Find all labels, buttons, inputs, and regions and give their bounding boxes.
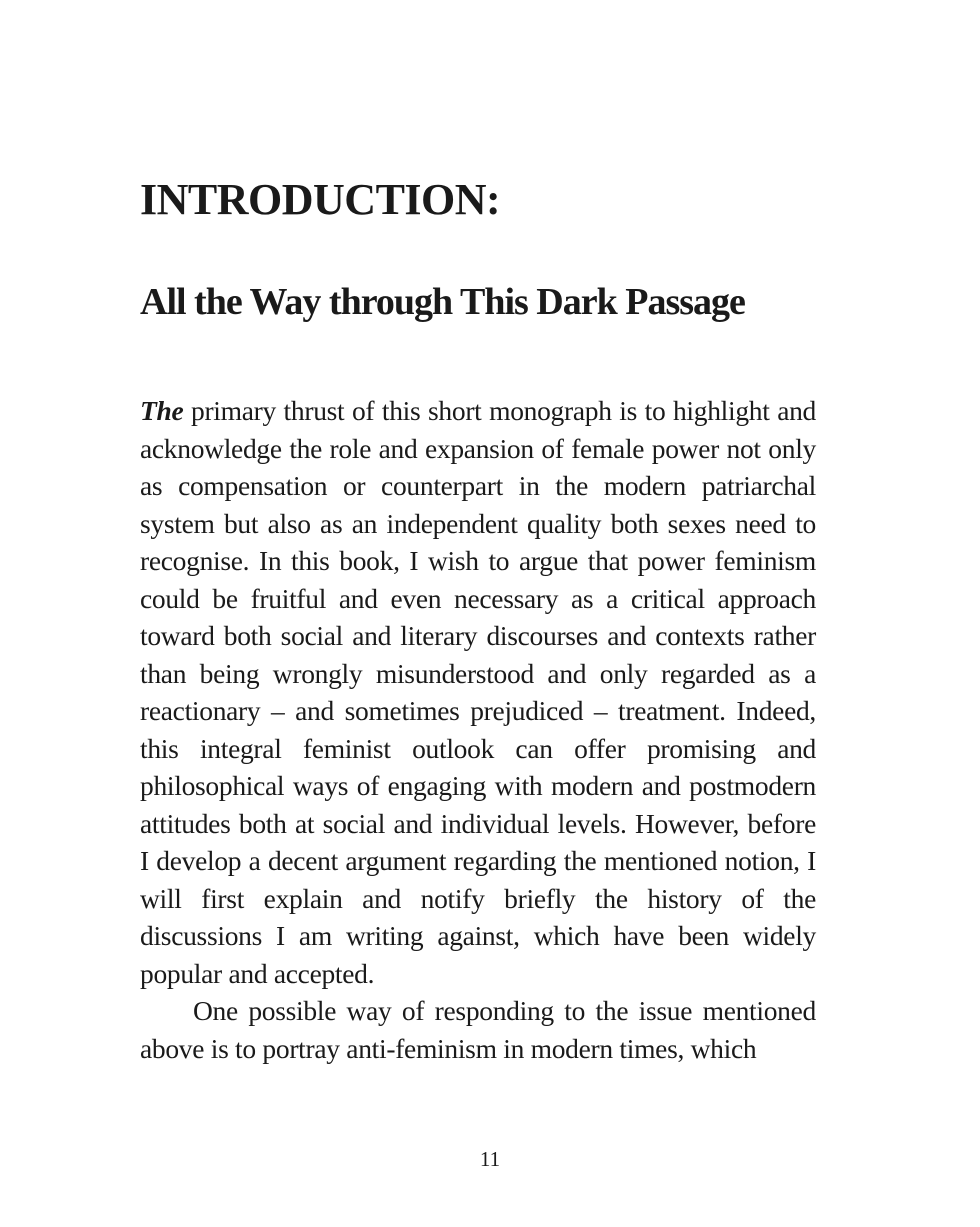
page-number: 11 [479,1147,501,1171]
paragraph-2: One possible way of responding to the issue mentioned above is to portray anti-feminism in modern times, which [140,995,816,1064]
chapter-subtitle: All the Way through This Dark Passage [140,281,745,323]
chapter-heading: INTRODUCTION: [140,175,501,224]
paragraph-1-lead-word: The [140,395,184,426]
paragraph-1 [140,392,816,992]
paragraph-1-text: primary thrust of this short monograph is to highlight and acknowledge the role and expansion of female power not only as compensation or counterpart in the modern patriarchal system but also as an independent quality both sexes need to recognise. In this book, I wish to argue that power feminism could be fruitful and even necessary as a critical approach toward both social and literary discourses and contexts rather than being wrongly misunderstood and only regarded as a reactionary – and sometimes prejudiced – treatment. Indeed, this integral feminist outlook can offer promising and philosophical ways of engaging with modern and postmodern attitudes both at social and individual levels. However, before I develop a decent argument regarding the mentioned notion, I will first explain and notify briefly the history of the discussions I am writing against, which have been widely popular and accepted. [140,395,816,989]
body-text [140,392,816,1067]
